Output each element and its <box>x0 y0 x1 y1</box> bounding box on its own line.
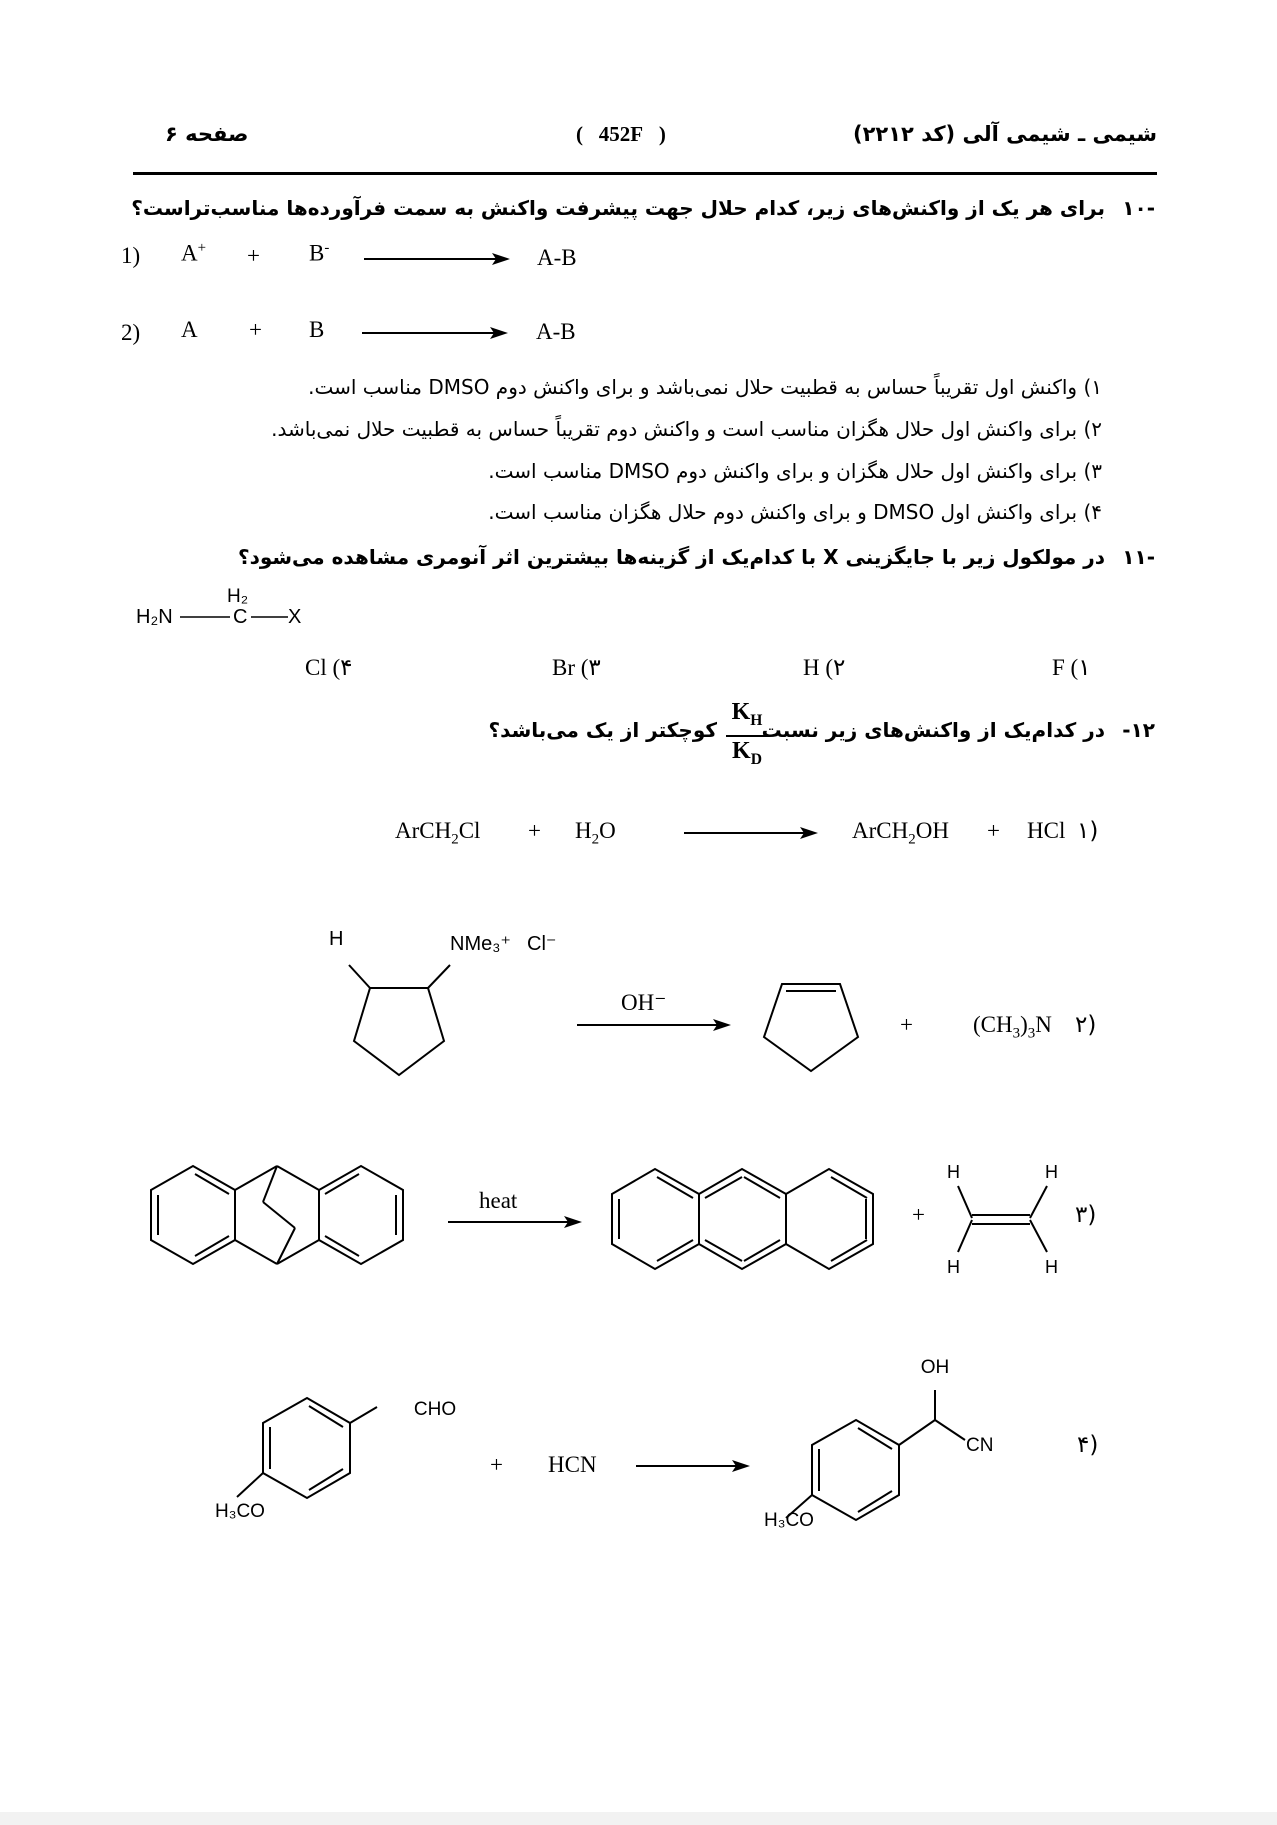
option-number: ۴) <box>1077 1432 1099 1458</box>
reaction-arrow <box>634 1459 754 1473</box>
option-number: ۲) <box>1075 1012 1097 1038</box>
ethylene <box>932 1158 1067 1283</box>
cyclopentyl-trimethylammonium <box>320 925 560 1085</box>
plus-sign: + <box>249 317 262 342</box>
nme3-group: NMe₃⁺ <box>450 933 511 955</box>
plus-sign: + <box>900 1012 913 1037</box>
chloride-ion: Cl⁻ <box>527 933 557 955</box>
methoxy-group: H₃CO <box>215 1501 265 1522</box>
exam-code-value: 452F <box>598 122 644 146</box>
q12-text-after: کوچکتر از یک می‌باشد؟ <box>488 718 717 742</box>
trimethylamine: $(CH_3)_3N$ <box>973 1012 1052 1042</box>
aldehyde-group: CHO <box>413 1399 457 1420</box>
plus-sign: + <box>490 1452 503 1477</box>
hcl: HCl <box>1027 818 1066 843</box>
page-bottom-edge <box>0 1812 1277 1825</box>
reaction-arrow <box>575 1018 735 1032</box>
reaction1-label: 1) <box>121 243 141 268</box>
q12-number: -۱۲ <box>1122 718 1155 742</box>
reaction-arrow <box>360 326 510 340</box>
q11-option-2[interactable]: H (۲ <box>803 655 846 680</box>
methoxy-group: H₃CO <box>764 1510 814 1531</box>
product-ab: A-B <box>537 245 577 270</box>
reactant-b: B <box>309 317 325 342</box>
h-atom: H <box>947 1257 960 1277</box>
subject-title: شیمی ـ شیمی آلی (کد ۲۲۱۲) <box>853 122 1157 146</box>
water: $H_2O$ <box>575 818 616 848</box>
reaction-arrow <box>682 826 822 840</box>
p-anisaldehyde <box>205 1385 505 1525</box>
reaction-arrow <box>362 252 512 266</box>
amine-group: H₂N <box>136 606 173 628</box>
q10-number: ۱۰- <box>1122 196 1155 220</box>
q11-option-3[interactable]: Br (۳ <box>552 655 601 680</box>
q11-option-4[interactable]: Cl (۴ <box>305 655 353 680</box>
q10-option-4[interactable]: ۴) برای واکنش اول DMSO و برای واکنش دوم حلال هگزان مناسب است. <box>488 500 1102 524</box>
cyanohydrin <box>760 1348 1100 1538</box>
header-rule <box>133 172 1157 175</box>
benzyl-chloride: ArCH$_2$Cl <box>395 818 481 848</box>
option-number: ۱) <box>1077 818 1099 844</box>
q11-text: در مولکول زیر با جایگزینی X با کدام‌یک از گزینه‌ها بیشترین اثر آنومری مشاهده می‌شود؟ <box>237 545 1105 569</box>
plus-sign: + <box>912 1202 925 1227</box>
kh-kd-ratio <box>726 698 768 774</box>
ratio-denominator: $K_D$ <box>732 737 762 768</box>
q10-text: برای هر یک از واکنش‌های زیر، کدام حلال جهت پیشرفت واکنش به سمت فرآورده‌ها مناسب‌تراست؟ <box>131 196 1105 220</box>
ratio-numerator: $K_H$ <box>731 699 763 729</box>
q11-number: ۱۱- <box>1122 545 1155 569</box>
h-atom: H <box>329 928 344 950</box>
reactant-a-cation: A+ <box>181 240 207 266</box>
reactant-b-anion: B- <box>309 240 330 266</box>
h-atom: H <box>1045 1257 1058 1277</box>
cyclopentene <box>760 975 870 1075</box>
ethano-bridged-anthracene <box>145 1140 440 1280</box>
reaction2-label: 2) <box>121 320 141 345</box>
q10-option-3[interactable]: ۳) برای واکنش اول حلال هگزان و برای واکنش دوم DMSO مناسب است. <box>488 459 1102 483</box>
plus-sign: + <box>247 243 260 268</box>
heat-condition: heat <box>479 1188 518 1213</box>
reaction-arrow <box>446 1215 586 1229</box>
q11-molecule <box>130 580 310 630</box>
nitrile-group: CN <box>966 1435 994 1456</box>
hcn-reagent: HCN <box>548 1452 597 1477</box>
carbon-label: C <box>233 606 248 628</box>
q12-text-before: در کدام‌یک از واکنش‌های زیر نسبت <box>761 718 1105 742</box>
benzyl-alcohol: ArCH$_2$OH <box>852 818 949 848</box>
product-ab: A-B <box>536 319 576 344</box>
q10-option-2[interactable]: ۲) برای واکنش اول حلال هگزان مناسب است و واکنش دوم تقریباً حساس به قطبیت حلال نمی‌باشد. <box>271 417 1102 441</box>
plus-sign: + <box>987 818 1000 843</box>
q11-option-1[interactable]: F (۱ <box>1052 655 1091 680</box>
q10-option-1[interactable]: ۱) واکنش اول تقریباً حساس به قطبیت حلال نمی‌باشد و برای واکنش دوم DMSO مناسب است. <box>308 375 1102 399</box>
hydroxide-reagent: OH⁻ <box>621 990 667 1015</box>
h-atom: H <box>947 1162 960 1182</box>
h-atom: H <box>1045 1162 1058 1182</box>
anthracene <box>605 1150 885 1275</box>
page-number: صفحه ۶ <box>165 122 249 146</box>
h2-label: H₂ <box>227 586 249 607</box>
plus-sign: + <box>528 818 541 843</box>
x-substituent: X <box>288 606 302 628</box>
reactant-a: A <box>181 317 198 342</box>
exam-code: ( 452F ) <box>576 122 666 146</box>
hydroxyl-group: OH <box>920 1357 950 1378</box>
option-number: ۳) <box>1075 1202 1097 1228</box>
